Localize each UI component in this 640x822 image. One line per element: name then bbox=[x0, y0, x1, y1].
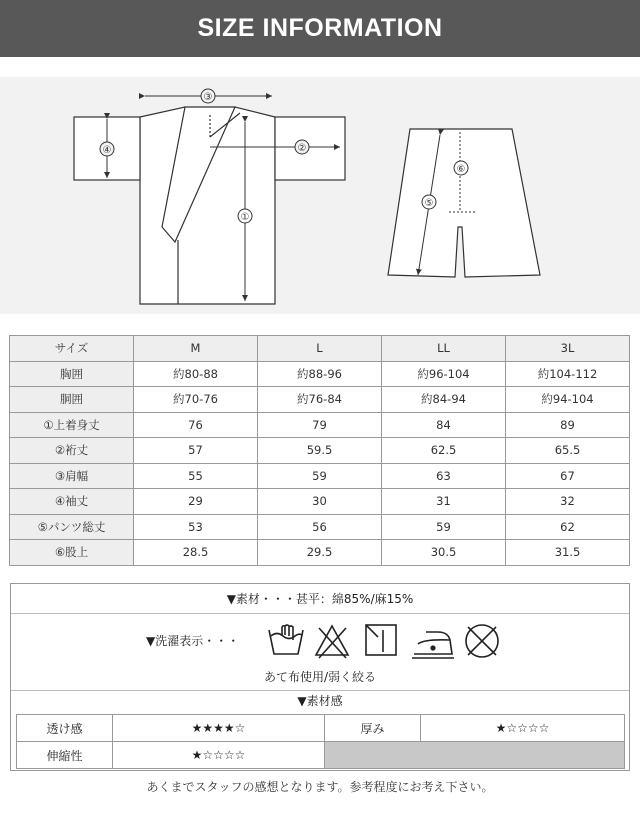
table-cell: 28.5 bbox=[134, 540, 258, 566]
table-cell: 62 bbox=[506, 514, 630, 540]
jacket-illustration bbox=[74, 107, 345, 304]
material-feel-title: ▼素材感 bbox=[297, 694, 343, 708]
material-feel-table bbox=[16, 714, 625, 769]
hand-wash-icon bbox=[269, 625, 303, 654]
table-cell: 30.5 bbox=[382, 540, 506, 566]
table-cell: 約70-76 bbox=[134, 387, 258, 413]
no-bleach-icon bbox=[316, 626, 348, 658]
material-info-box bbox=[10, 583, 630, 771]
garment-diagram bbox=[0, 77, 640, 314]
table-cell: 29 bbox=[134, 489, 258, 515]
rating-stars: ★☆☆☆☆ bbox=[421, 715, 625, 742]
no-dry-clean-icon bbox=[466, 625, 498, 657]
row-label: 伸縮性 bbox=[17, 742, 113, 769]
column-header: LL bbox=[382, 336, 506, 362]
table-row bbox=[10, 387, 630, 413]
material-text: ▼素材・・・甚平：綿85%/麻15% bbox=[11, 584, 629, 614]
table-cell: 57 bbox=[134, 438, 258, 464]
table-cell: 59.5 bbox=[258, 438, 382, 464]
table-row bbox=[10, 361, 630, 387]
line-dry-shade-icon bbox=[366, 625, 396, 655]
table-cell: 約80-88 bbox=[134, 361, 258, 387]
table-cell: 65.5 bbox=[506, 438, 630, 464]
table-cell: 63 bbox=[382, 463, 506, 489]
table-row bbox=[10, 438, 630, 464]
column-header: 3L bbox=[506, 336, 630, 362]
svg-text:④: ④ bbox=[102, 145, 112, 156]
measure-label-2 bbox=[295, 140, 309, 154]
table-cell: 59 bbox=[382, 514, 506, 540]
footnote: あくまでスタッフの感想となります。参考程度にお考え下さい。 bbox=[146, 780, 494, 794]
table-cell: 32 bbox=[506, 489, 630, 515]
svg-text:①: ① bbox=[240, 212, 250, 223]
table-cell: 約88-96 bbox=[258, 361, 382, 387]
row-label: 厚み bbox=[325, 715, 421, 742]
row-label: ⑤パンツ総丈 bbox=[10, 514, 134, 540]
size-table-header-row bbox=[10, 336, 630, 362]
table-cell: 約94-104 bbox=[506, 387, 630, 413]
table-cell: 約104-112 bbox=[506, 361, 630, 387]
row-label: 胸囲 bbox=[10, 361, 134, 387]
table-cell: 31.5 bbox=[506, 540, 630, 566]
row-label: ②裄丈 bbox=[10, 438, 134, 464]
table-cell: 79 bbox=[258, 412, 382, 438]
wash-section bbox=[11, 614, 629, 691]
page-title: SIZE INFORMATION bbox=[197, 14, 443, 42]
table-cell: 31 bbox=[382, 489, 506, 515]
table-row bbox=[10, 540, 630, 566]
table-cell: 56 bbox=[258, 514, 382, 540]
table-cell: 59 bbox=[258, 463, 382, 489]
svg-text:②: ② bbox=[297, 143, 307, 154]
table-cell: 67 bbox=[506, 463, 630, 489]
measure-label-6 bbox=[454, 161, 468, 175]
column-header: M bbox=[134, 336, 258, 362]
table-row bbox=[10, 514, 630, 540]
table-cell: 84 bbox=[382, 412, 506, 438]
table-cell: 約96-104 bbox=[382, 361, 506, 387]
table-cell: 30 bbox=[258, 489, 382, 515]
row-label: ⑥股上 bbox=[10, 540, 134, 566]
table-cell: 53 bbox=[134, 514, 258, 540]
column-header: L bbox=[258, 336, 382, 362]
wash-note: あて布使用/弱く絞る bbox=[263, 670, 377, 684]
row-label: 透け感 bbox=[17, 715, 113, 742]
svg-text:⑤: ⑤ bbox=[424, 198, 434, 209]
table-cell: 約84-94 bbox=[382, 387, 506, 413]
row-label: 胴囲 bbox=[10, 387, 134, 413]
table-cell: 76 bbox=[134, 412, 258, 438]
measure-label-5 bbox=[422, 195, 436, 209]
empty-cell bbox=[325, 742, 625, 769]
row-label: ①上着身丈 bbox=[10, 412, 134, 438]
rating-stars: ★☆☆☆☆ bbox=[113, 742, 325, 769]
table-row bbox=[10, 489, 630, 515]
table-row bbox=[17, 715, 625, 742]
iron-low-with-cloth-icon bbox=[412, 632, 454, 658]
measure-label-1 bbox=[238, 209, 252, 223]
table-cell: 55 bbox=[134, 463, 258, 489]
table-cell: 約76-84 bbox=[258, 387, 382, 413]
measure-label-4 bbox=[100, 142, 114, 156]
table-cell: 62.5 bbox=[382, 438, 506, 464]
size-table bbox=[9, 335, 630, 566]
table-cell: 29.5 bbox=[258, 540, 382, 566]
rating-stars: ★★★★☆ bbox=[113, 715, 325, 742]
measure-label-3 bbox=[201, 89, 215, 103]
header-banner bbox=[0, 0, 640, 57]
wash-label: ▼洗濯表示・・・ bbox=[146, 634, 240, 648]
table-cell: 89 bbox=[506, 412, 630, 438]
pants-illustration bbox=[388, 129, 540, 277]
svg-text:⑥: ⑥ bbox=[456, 164, 466, 175]
column-header: サイズ bbox=[10, 336, 134, 362]
svg-text:③: ③ bbox=[203, 92, 213, 103]
row-label: ③肩幅 bbox=[10, 463, 134, 489]
table-row bbox=[17, 742, 625, 769]
table-row bbox=[10, 463, 630, 489]
table-row bbox=[10, 412, 630, 438]
row-label: ④袖丈 bbox=[10, 489, 134, 515]
